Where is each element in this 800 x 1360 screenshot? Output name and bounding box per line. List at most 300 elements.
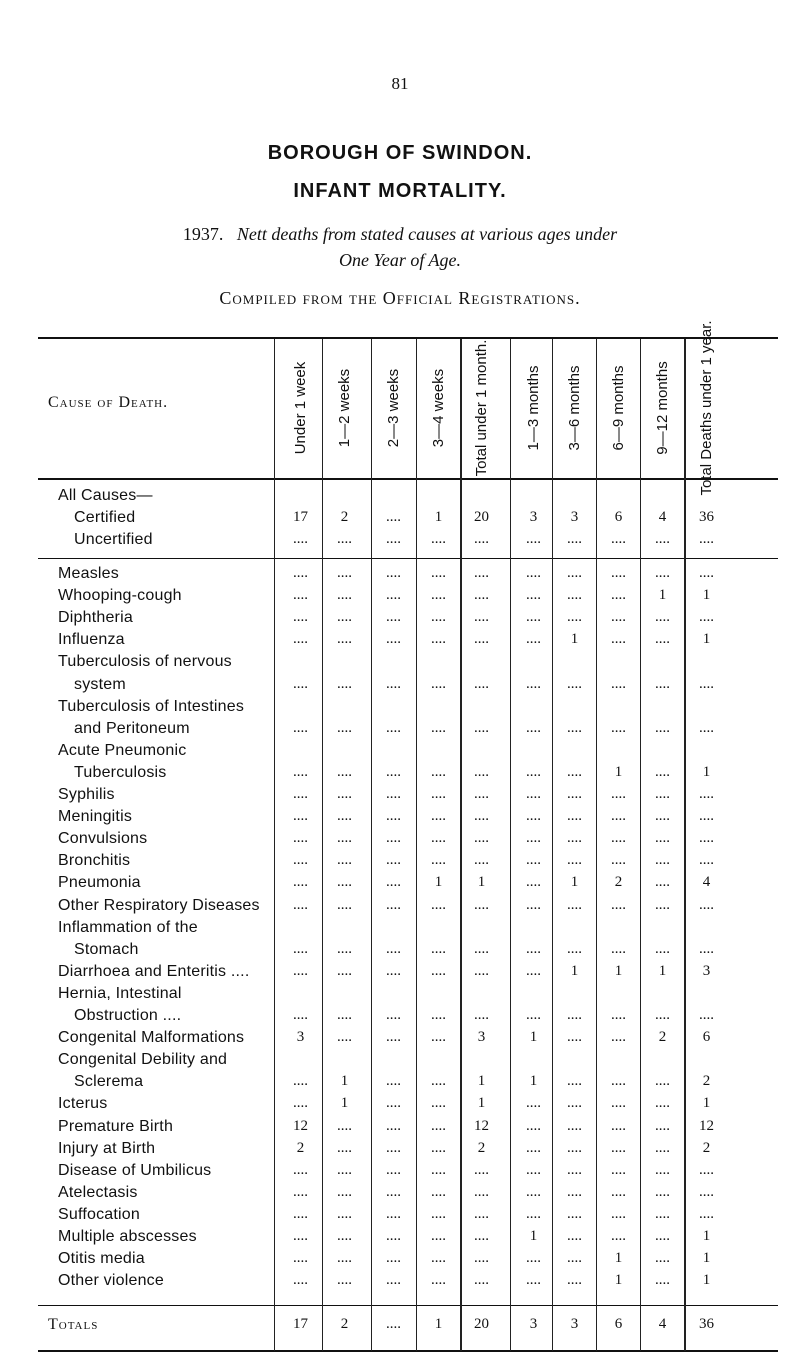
table-bottom-rule: [38, 1350, 778, 1352]
description-year: 1937.: [182, 224, 224, 244]
table-cell: ....: [386, 675, 401, 692]
table-cell: ....: [474, 531, 489, 548]
table-row: [38, 720, 778, 741]
table-cell: ....: [474, 962, 489, 979]
row-label: Pneumonia: [58, 874, 141, 892]
table-row: [38, 1051, 778, 1072]
table-row: [38, 1095, 778, 1116]
column-header: [279, 342, 322, 474]
description-text: Nett deaths from stated causes at various ages under: [236, 224, 618, 244]
column-header: [597, 342, 640, 474]
table-cell: ....: [293, 1205, 308, 1222]
table-cell: ....: [611, 1073, 626, 1090]
table-cell: ....: [337, 1205, 352, 1222]
table-cell: ....: [431, 940, 446, 957]
table-cell: ....: [474, 786, 489, 802]
table-cell: 1: [702, 763, 711, 780]
table-cell: ....: [611, 852, 626, 869]
table-cell: ....: [474, 1007, 489, 1023]
table-cell: 2: [702, 1139, 711, 1156]
table-cell: ....: [293, 609, 308, 626]
row-label: Other violence: [58, 1272, 164, 1290]
column-divider: [684, 339, 686, 1351]
table-cell: ....: [386, 763, 401, 780]
table-cell: ....: [611, 609, 626, 626]
row-label: Congenital Malformations: [58, 1029, 245, 1047]
table-row: [38, 653, 778, 674]
table-cell: ....: [526, 940, 541, 957]
compiled-note: Compiled from the Official Registrations.: [219, 288, 581, 308]
row-label: Measles: [58, 565, 119, 582]
row-label: Injury at Birth: [58, 1139, 156, 1157]
table-row: [38, 897, 778, 918]
column-header-text: 2—3 weeks: [384, 368, 402, 448]
table-cell: ....: [474, 940, 489, 957]
table-cell: ....: [567, 1228, 582, 1244]
row-label: system: [74, 675, 126, 693]
table-row: [38, 487, 778, 508]
table-cell: ....: [526, 675, 541, 692]
table-cell: 1: [570, 874, 579, 891]
table-cell: ....: [337, 830, 352, 847]
row-label: and Peritoneum: [74, 719, 190, 737]
table-cell: ....: [337, 675, 352, 692]
table-cell: ....: [567, 675, 582, 692]
table-cell: ....: [567, 1272, 582, 1289]
table-cell: ....: [526, 565, 541, 581]
table-cell: ....: [611, 587, 626, 604]
table-cell: 1: [702, 1228, 711, 1244]
table-cell: ....: [611, 1029, 626, 1046]
table-cell: ....: [293, 940, 308, 957]
row-label: Other Respiratory Diseases: [58, 896, 260, 914]
table-cell: ....: [567, 940, 582, 957]
table-cell: ....: [386, 719, 401, 736]
table-cell: ....: [431, 1161, 446, 1178]
table-row: [38, 963, 778, 984]
table-cell: ....: [526, 763, 541, 780]
table-cell: ....: [293, 962, 308, 979]
table-cell: ....: [699, 609, 714, 626]
table-cell: ....: [293, 1073, 308, 1090]
table-cell: ....: [655, 1161, 670, 1178]
row-label: All Causes—: [58, 487, 153, 504]
table-cell: ....: [431, 675, 446, 692]
table-cell: ....: [474, 1183, 489, 1200]
column-divider: [371, 339, 372, 1351]
table-cell: ....: [474, 896, 489, 913]
table-cell: ....: [431, 1250, 446, 1267]
row-label: Whooping-cough: [58, 587, 182, 605]
column-divider: [322, 339, 323, 1351]
table-cell: ....: [431, 531, 446, 548]
column-header-text: 3—6 months: [565, 365, 583, 451]
table-cell: 1: [702, 587, 711, 604]
table-cell: 4: [702, 874, 711, 891]
table-row: [38, 1184, 778, 1205]
table-cell: ....: [386, 531, 401, 548]
table-cell: ....: [567, 896, 582, 913]
table-cell: ....: [386, 1117, 401, 1134]
table-row: [38, 531, 778, 552]
table-cell: ....: [567, 808, 582, 825]
row-label: Premature Birth: [58, 1117, 174, 1135]
table-cell: ....: [293, 587, 308, 604]
table-cell: 3: [296, 1029, 305, 1046]
table-cell: 2: [296, 1139, 305, 1156]
table-cell: ....: [431, 896, 446, 913]
table-row: [38, 1029, 778, 1050]
table-cell: ....: [526, 896, 541, 913]
table-cell: ....: [655, 675, 670, 692]
row-label: Atelectasis: [58, 1183, 138, 1201]
table-cell: ....: [611, 1183, 626, 1200]
table-cell: 1: [340, 1095, 349, 1112]
table-cell: 12: [699, 1117, 714, 1134]
group-rule: [38, 558, 778, 559]
table-cell: ....: [655, 1228, 670, 1244]
table-cell: 2: [614, 874, 623, 891]
table-cell: ....: [611, 531, 626, 548]
table-cell: ....: [293, 631, 308, 648]
table-cell: ....: [431, 1029, 446, 1046]
table-cell: ....: [293, 719, 308, 736]
table-cell: ....: [655, 808, 670, 825]
table-cell: ....: [474, 808, 489, 825]
table-cell: ....: [655, 786, 670, 802]
row-label: Sclerema: [74, 1073, 144, 1091]
table-row: [38, 808, 778, 829]
table-cell: ....: [526, 719, 541, 736]
table-row: [38, 587, 778, 608]
table-cell: ....: [611, 1007, 626, 1023]
table-cell: ....: [526, 1139, 541, 1156]
totals-cell: 4: [658, 1316, 667, 1332]
column-header: [372, 342, 415, 474]
table-cell: ....: [431, 1205, 446, 1222]
table-cell: ....: [431, 1007, 446, 1023]
table-cell: ....: [474, 763, 489, 780]
table-cell: 1: [614, 763, 623, 780]
table-cell: ....: [293, 763, 308, 780]
table-cell: ....: [337, 609, 352, 626]
row-label: Otitis media: [58, 1250, 145, 1268]
table-cell: ....: [567, 565, 582, 581]
row-label: Obstruction ....: [74, 1007, 182, 1024]
table-cell: ....: [293, 830, 308, 847]
table-cell: ....: [293, 786, 308, 802]
table-cell: ....: [526, 1205, 541, 1222]
table-cell: 12: [474, 1117, 489, 1134]
table-cell: ....: [611, 896, 626, 913]
column-header-text: Under 1 week: [291, 361, 309, 455]
table-cell: ....: [567, 786, 582, 802]
column-header-text: 1—3 months: [524, 365, 542, 451]
table-cell: ....: [611, 808, 626, 825]
table-cell: ....: [611, 786, 626, 802]
table-cell: ....: [386, 1161, 401, 1178]
table-cell: ....: [386, 830, 401, 847]
table-cell: ....: [431, 1073, 446, 1090]
table-cell: ....: [431, 763, 446, 780]
table-cell: 1: [529, 1073, 538, 1090]
table-cell: ....: [431, 1183, 446, 1200]
table-cell: 2: [702, 1073, 711, 1090]
table-row: [38, 941, 778, 962]
table-row: [38, 919, 778, 940]
table-cell: 2: [340, 509, 349, 526]
table-cell: ....: [474, 565, 489, 581]
table-row: [38, 631, 778, 652]
table-cell: ....: [526, 531, 541, 548]
table-row: [38, 1250, 778, 1271]
table-cell: ....: [293, 1272, 308, 1289]
table-row: [38, 852, 778, 873]
column-header: [323, 342, 366, 474]
table-cell: ....: [337, 587, 352, 604]
table-cell: ....: [474, 1161, 489, 1178]
totals-cell: 36: [699, 1316, 714, 1332]
table-cell: ....: [655, 874, 670, 891]
table-cell: ....: [526, 874, 541, 891]
table-cell: ....: [474, 1228, 489, 1244]
table-cell: ....: [337, 631, 352, 648]
table-cell: ....: [293, 1095, 308, 1112]
table-cell: ....: [611, 675, 626, 692]
table-cell: ....: [386, 940, 401, 957]
table-cell: ....: [431, 1272, 446, 1289]
table-cell: ....: [474, 1272, 489, 1289]
table-cell: ....: [337, 896, 352, 913]
table-cell: ....: [526, 587, 541, 604]
table-row: [38, 1118, 778, 1139]
table-cell: ....: [611, 565, 626, 581]
table-row: [38, 742, 778, 763]
table-row: [38, 1228, 778, 1249]
table-cell: 3: [702, 962, 711, 979]
table-cell: ....: [337, 874, 352, 891]
row-label: Uncertified: [74, 531, 153, 549]
table-cell: ....: [293, 808, 308, 825]
totals-cell: 1: [434, 1316, 443, 1332]
page-number: 81: [391, 74, 409, 93]
table-cell: ....: [337, 852, 352, 869]
table-top-rule: [38, 337, 778, 339]
row-label: Multiple abscesses: [58, 1228, 197, 1245]
table-cell: ....: [699, 808, 714, 825]
table-cell: 3: [477, 1029, 486, 1046]
table-cell: ....: [699, 852, 714, 869]
table-cell: ....: [386, 1205, 401, 1222]
table-cell: ....: [386, 631, 401, 648]
table-cell: ....: [337, 808, 352, 825]
table-cell: ....: [337, 719, 352, 736]
table-cell: ....: [699, 940, 714, 957]
document-subtitle: INFANT MORTALITY.: [293, 180, 507, 202]
table-cell: 1: [340, 1073, 349, 1090]
table-cell: ....: [386, 1228, 401, 1244]
table-cell: ....: [293, 1183, 308, 1200]
cause-column-header: Cause of Death.: [48, 394, 169, 411]
table-cell: 1: [614, 1250, 623, 1267]
table-cell: ....: [474, 675, 489, 692]
table-cell: 1: [702, 1250, 711, 1267]
table-cell: ....: [337, 786, 352, 802]
table-cell: ....: [474, 830, 489, 847]
column-header-text: Total under 1 month.: [472, 339, 490, 477]
table-cell: ....: [567, 719, 582, 736]
table-cell: ....: [655, 763, 670, 780]
table-cell: 1: [477, 1073, 486, 1090]
table-cell: ....: [431, 1139, 446, 1156]
table-cell: ....: [386, 1250, 401, 1267]
table-cell: ....: [337, 1228, 352, 1244]
table-cell: ....: [611, 1117, 626, 1134]
table-cell: ....: [293, 852, 308, 869]
table-row: [38, 985, 778, 1006]
column-divider: [416, 339, 417, 1351]
table-cell: ....: [386, 1095, 401, 1112]
table-cell: ....: [526, 786, 541, 802]
table-cell: 4: [658, 509, 667, 526]
table-cell: ....: [655, 1117, 670, 1134]
table-cell: ....: [526, 1095, 541, 1112]
totals-cell: 20: [474, 1316, 489, 1332]
column-divider: [460, 339, 462, 1351]
table-cell: ....: [567, 1139, 582, 1156]
column-header: [553, 342, 596, 474]
table-cell: ....: [526, 962, 541, 979]
column-header: [641, 342, 684, 474]
table-cell: ....: [655, 1095, 670, 1112]
totals-cell: 2: [340, 1316, 349, 1332]
table-cell: ....: [567, 852, 582, 869]
table-cell: ....: [337, 1139, 352, 1156]
table-cell: 2: [658, 1029, 667, 1046]
table-cell: ....: [655, 1139, 670, 1156]
table-cell: ....: [337, 1250, 352, 1267]
table-cell: ....: [655, 1073, 670, 1090]
table-cell: ....: [337, 531, 352, 548]
row-label: Diarrhoea and Enteritis ....: [58, 962, 250, 980]
table-cell: 1: [702, 631, 711, 648]
table-cell: ....: [526, 609, 541, 626]
table-cell: 6: [702, 1029, 711, 1046]
column-header: [417, 342, 460, 474]
column-header-text: 1—2 weeks: [335, 368, 353, 448]
table-cell: ....: [526, 1272, 541, 1289]
row-label: Icterus: [58, 1095, 108, 1113]
table-cell: ....: [386, 896, 401, 913]
table-cell: 17: [293, 509, 308, 526]
table-cell: 1: [702, 1095, 711, 1112]
table-cell: ....: [431, 1117, 446, 1134]
table-cell: ....: [567, 1073, 582, 1090]
row-label: Acute Pneumonic: [58, 741, 187, 759]
column-header: [685, 320, 728, 496]
table-cell: ....: [655, 940, 670, 957]
table-cell: ....: [474, 587, 489, 604]
table-cell: ....: [655, 896, 670, 913]
table-cell: 20: [474, 509, 489, 526]
table-row: [38, 830, 778, 851]
table-cell: 1: [570, 962, 579, 979]
table-row: [38, 509, 778, 530]
table-cell: 1: [434, 874, 443, 891]
description-line-2: One Year of Age.: [338, 250, 461, 270]
table-cell: ....: [655, 565, 670, 581]
table-cell: ....: [567, 1029, 582, 1046]
table-cell: ....: [431, 852, 446, 869]
column-divider: [552, 339, 553, 1351]
table-cell: ....: [474, 1250, 489, 1267]
table-cell: ....: [611, 940, 626, 957]
table-cell: ....: [293, 874, 308, 891]
table-cell: ....: [655, 631, 670, 648]
row-label: Suffocation: [58, 1205, 140, 1223]
table-row: [38, 1162, 778, 1183]
table-cell: ....: [655, 1205, 670, 1222]
totals-cell: ....: [386, 1316, 401, 1332]
table-cell: ....: [567, 763, 582, 780]
table-cell: ....: [431, 609, 446, 626]
row-label: Stomach: [74, 940, 139, 958]
table-cell: ....: [431, 565, 446, 581]
table-cell: ....: [567, 609, 582, 626]
table-cell: ....: [386, 786, 401, 802]
table-cell: ....: [474, 609, 489, 626]
table-cell: ....: [386, 1073, 401, 1090]
table-cell: ....: [699, 1007, 714, 1023]
table-cell: ....: [699, 896, 714, 913]
table-row: [38, 698, 778, 719]
table-cell: ....: [699, 786, 714, 802]
table-cell: ....: [293, 1007, 308, 1023]
table-cell: ....: [655, 1183, 670, 1200]
table-cell: ....: [526, 1117, 541, 1134]
table-cell: 1: [658, 962, 667, 979]
table-cell: ....: [699, 1183, 714, 1200]
column-divider: [596, 339, 597, 1351]
table-cell: ....: [293, 1161, 308, 1178]
table-cell: ....: [526, 1007, 541, 1023]
table-cell: ....: [386, 1029, 401, 1046]
column-header-text: Total Deaths under 1 year.: [697, 320, 715, 496]
table-cell: 12: [293, 1117, 308, 1134]
table-cell: 1: [529, 1228, 538, 1244]
column-header: [460, 339, 503, 477]
table-cell: 1: [477, 1095, 486, 1112]
table-cell: ....: [655, 1007, 670, 1023]
table-cell: ....: [655, 830, 670, 847]
table-cell: ....: [386, 565, 401, 581]
row-label: Congenital Debility and: [58, 1051, 228, 1069]
table-cell: ....: [611, 1095, 626, 1112]
table-cell: ....: [431, 631, 446, 648]
table-cell: 1: [614, 962, 623, 979]
table-cell: 1: [658, 587, 667, 604]
column-header-text: 6—9 months: [609, 365, 627, 451]
table-cell: 36: [699, 509, 714, 526]
table-cell: ....: [293, 1250, 308, 1267]
table-cell: ....: [293, 675, 308, 692]
column-divider: [510, 339, 511, 1351]
table-cell: ....: [611, 1161, 626, 1178]
table-cell: ....: [337, 1029, 352, 1046]
table-cell: ....: [293, 565, 308, 581]
table-cell: ....: [567, 1117, 582, 1134]
table-cell: ....: [386, 1139, 401, 1156]
